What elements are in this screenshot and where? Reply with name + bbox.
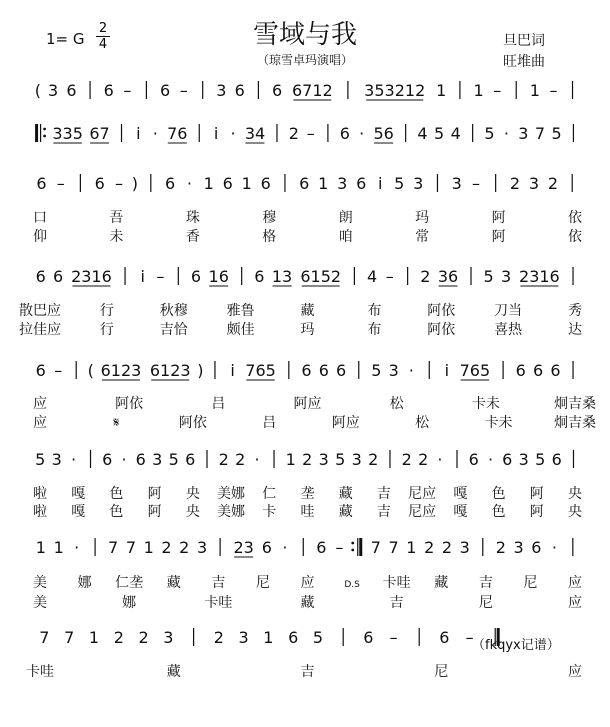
note-group: 6 — [35, 361, 46, 380]
lyric-syllable: 吉 — [478, 575, 493, 591]
lyric-syllable: 阿应 — [331, 415, 360, 431]
lyric-syllable: 吕 — [262, 415, 277, 431]
lyric-syllable: 仁 — [262, 486, 277, 502]
lyric-syllable: 阿 — [491, 229, 506, 245]
note-group: · — [359, 124, 365, 143]
lyric-syllable: 藏 — [300, 595, 315, 611]
lyric-syllable: 拉佳应 — [19, 322, 61, 338]
lyric-syllable: 藏 — [300, 303, 315, 319]
note-group: 6 — [363, 628, 374, 647]
note-group: 34 — [244, 124, 266, 143]
note-group: 3 — [163, 628, 174, 647]
lyric-syllable: 吉 — [211, 575, 226, 591]
note-group: 7 — [388, 538, 399, 557]
note-group: 6 — [550, 361, 561, 380]
system-3 — [33, 174, 582, 245]
note-group: 2 — [368, 450, 379, 469]
note-group: 6 — [468, 450, 479, 469]
note-group: 2 — [424, 538, 435, 557]
note-group: 5 — [535, 450, 546, 469]
note-group: 6 — [439, 628, 450, 647]
lyric-syllable: 色 — [109, 504, 124, 520]
lyric-line-1 — [33, 574, 582, 591]
note-group: 23 — [233, 538, 254, 557]
lyric-syllable: 颇佳 — [226, 322, 255, 338]
note-group: 3 — [500, 267, 512, 286]
lyric-syllable: 松 — [389, 396, 404, 412]
note-group: 1 — [406, 538, 417, 557]
lyric-line-1 — [33, 485, 582, 502]
lyric-syllable: 尼 — [523, 575, 538, 591]
note-group: 6 — [35, 267, 46, 286]
note-group: 5 — [371, 361, 382, 380]
note-group: 6 — [135, 450, 146, 469]
song-title: 雪域与我 — [252, 20, 357, 50]
note-group: – — [114, 174, 123, 193]
lyric-syllable: 阿 — [529, 504, 544, 520]
note-group: 2 — [302, 450, 313, 469]
lyric-syllable: 尼 — [434, 664, 449, 680]
note-group: 3 — [528, 174, 540, 193]
lyric-syllable: 尼应 — [408, 504, 437, 520]
note-group: 3 — [388, 361, 399, 380]
note-group: · — [487, 450, 494, 469]
note-group: 2 — [495, 538, 506, 557]
system-6 — [33, 450, 582, 520]
note-group: 6 — [316, 538, 327, 557]
note-group: 1 — [53, 538, 64, 557]
lyric-syllable: 央 — [185, 486, 200, 502]
lyric-syllable: 尼 — [255, 575, 270, 591]
note-group: – — [123, 81, 132, 100]
note-group: 36 — [437, 267, 459, 286]
note-group: 7 — [64, 628, 75, 647]
note-group: 3 — [337, 174, 348, 193]
lyric-syllable: 美 — [33, 575, 47, 591]
note-group: 1 — [473, 81, 484, 100]
note-group: 6 — [301, 361, 312, 380]
note-group: 7 — [370, 538, 381, 557]
system-7 — [33, 538, 582, 611]
note-group: 1 — [285, 450, 296, 469]
lyric-syllable: 穆 — [262, 210, 277, 226]
note-group: 3 — [216, 81, 227, 100]
lyric-syllable: 应 — [568, 575, 582, 591]
note-group: 6 — [339, 124, 350, 143]
note-group: 7 — [125, 538, 137, 557]
repeat-dot — [351, 549, 354, 552]
note-group: 2 — [179, 538, 190, 557]
lyric-syllable: 阿依 — [427, 322, 456, 338]
note-group: 1 — [263, 628, 274, 647]
lyric-syllable: 藏 — [166, 664, 181, 680]
note-group: 3 — [152, 450, 163, 469]
lyric-syllable: 达 — [568, 322, 582, 338]
lyric-syllable: 行 — [99, 322, 114, 338]
note-group: · — [152, 124, 158, 143]
note-group: 6123 — [149, 361, 191, 380]
note-group: 6 — [260, 174, 271, 193]
lyric-syllable: 阿 — [529, 486, 544, 502]
lyric-line-1 — [26, 663, 582, 680]
note-group: 5 — [434, 124, 445, 143]
lyric-syllable: 哇 — [300, 504, 315, 520]
repeat-dot — [43, 128, 46, 131]
lyric-syllable: 阿 — [147, 486, 162, 502]
note-group: – — [179, 81, 188, 100]
note-group: – — [56, 174, 65, 193]
lyric-syllable: 美娜 — [217, 486, 246, 502]
note-group: – — [156, 267, 165, 286]
note-group: 7 — [108, 538, 119, 557]
note-group: 6 — [185, 450, 196, 469]
lyric-syllable: 仰 — [33, 229, 47, 245]
note-group: · — [282, 538, 288, 557]
note-group: 1 — [35, 538, 46, 557]
note-group: 2 — [213, 628, 224, 647]
note-group: 3 — [459, 538, 470, 557]
note-group: 2 — [441, 538, 453, 557]
note-group: – — [549, 81, 558, 100]
note-group: · — [503, 124, 509, 143]
note-group: i — [444, 361, 450, 380]
note-group: – — [465, 628, 474, 647]
lyric-syllable: 啦 — [33, 486, 47, 502]
lyric-syllable: 应 — [33, 415, 47, 431]
lyric-syllable: 卡未 — [484, 415, 513, 431]
note-group: 2 — [161, 538, 172, 557]
note-group: · — [408, 361, 414, 380]
note-group: – — [385, 267, 394, 286]
lyric-syllable: 娜 — [77, 575, 92, 591]
note-group: 6 — [66, 81, 77, 100]
note-group: – — [389, 628, 398, 647]
note-group: 2 — [418, 450, 429, 469]
lyric-syllable: 央 — [568, 504, 582, 520]
lyric-syllable: 色 — [109, 486, 124, 502]
lyric-syllable: 娜 — [122, 595, 137, 611]
note-group: 3 — [413, 174, 424, 193]
note-group: 3 — [196, 538, 208, 557]
note-group: 6 — [52, 267, 64, 286]
note-group: · — [230, 124, 236, 143]
lyric-syllable: 藏 — [434, 575, 449, 591]
note-group: 6 — [102, 450, 113, 469]
lyric-syllable: 散巴应 — [19, 303, 61, 319]
lyric-syllable: 卡哇 — [204, 595, 233, 611]
lyric-syllable: 朗 — [338, 210, 353, 226]
note-group: 6 — [271, 81, 283, 100]
note-group: 6 — [288, 628, 299, 647]
note-group: 6 — [234, 81, 245, 100]
note-group: i — [136, 124, 141, 143]
note-group: i — [377, 174, 383, 193]
lyric-syllable: 藏 — [338, 486, 353, 502]
lyric-syllable: 喜热 — [494, 322, 523, 338]
lyric-syllable: 啦 — [33, 504, 47, 520]
note-group: 3 — [51, 450, 62, 469]
lyric-syllable: 应 — [568, 664, 582, 680]
note-group: 765 — [459, 361, 491, 380]
lyric-syllable: 吉 — [376, 486, 391, 502]
note-group: · — [186, 174, 192, 193]
note-group: · — [74, 538, 80, 557]
lyric-syllable: 香 — [185, 229, 200, 245]
lyric-syllable: 吉 — [389, 595, 404, 611]
note-group: · — [254, 450, 260, 469]
lyric-syllable: 卡哇 — [382, 575, 411, 591]
note-group: – — [472, 174, 481, 193]
note-group: 6 — [299, 174, 310, 193]
note-group: 6 — [222, 174, 233, 193]
lyric-syllable: 嘎 — [453, 504, 468, 520]
note-group: 6 — [502, 450, 513, 469]
lyric-syllable: 美 — [33, 595, 47, 611]
note-group: 2 — [547, 174, 559, 193]
note-group: 1 — [318, 174, 329, 193]
system-2 — [37, 124, 574, 143]
lyric-syllable: 依 — [568, 229, 582, 245]
note-group: 6 — [531, 538, 542, 557]
lyric-line-2 — [33, 503, 582, 520]
lyric-line-2 — [33, 228, 582, 245]
key-signature: 1= G — [46, 30, 85, 48]
note-group: i — [213, 124, 219, 143]
note-group: 2 — [420, 267, 431, 286]
lyric-syllable: 吉 — [376, 504, 391, 520]
repeat-dot — [351, 542, 354, 545]
lyric-syllable: D.S — [344, 580, 360, 590]
note-group: 2316 — [519, 267, 560, 286]
lyric-syllable: 阿 — [491, 210, 506, 226]
lyric-syllable: 央 — [568, 486, 582, 502]
note-group: i — [140, 267, 145, 286]
lyric-syllable: 口 — [33, 210, 47, 226]
lyric-syllable: 珠 — [185, 210, 200, 226]
note-group: 7 — [534, 124, 546, 143]
note-group: 2 — [218, 450, 229, 469]
note-group: · — [70, 450, 77, 469]
lyric-syllable: 美娜 — [217, 504, 246, 520]
lyric-syllable: 咱 — [338, 229, 353, 245]
lyric-syllable: 卡未 — [471, 396, 500, 412]
note-group: 6 — [190, 267, 202, 286]
lyric-syllable: 依 — [568, 210, 582, 226]
note-group: 5 — [35, 450, 46, 469]
note-group: 3 — [513, 538, 524, 557]
lyric-syllable: 嘎 — [71, 486, 86, 502]
lyric-syllable: 行 — [99, 303, 114, 319]
lyric-syllable: 藏 — [166, 575, 181, 591]
note-group: 5 — [394, 174, 405, 193]
note-group: 76 — [167, 124, 188, 143]
note-group: ) — [131, 174, 139, 193]
note-group: 16 — [208, 267, 229, 286]
note-group: 765 — [245, 361, 276, 380]
note-group: 6 — [165, 174, 176, 193]
note-group: 6712 — [291, 81, 333, 100]
note-group: 1 — [436, 81, 447, 100]
note-group: 6 — [356, 174, 367, 193]
note-group: 6 — [159, 81, 171, 100]
note-group: 3 — [318, 450, 329, 469]
lyric-line-1 — [33, 209, 582, 226]
note-group: 353212 — [364, 81, 426, 100]
lyric-syllable: 阿依 — [427, 303, 456, 319]
note-group: 3 — [238, 628, 249, 647]
system-1 — [35, 81, 573, 100]
lyric-syllable: 应 — [568, 595, 582, 611]
lyric-syllable: 垄 — [300, 486, 315, 502]
note-group: 3 — [47, 81, 59, 100]
lyric-line-2 — [19, 321, 582, 338]
note-group: 2316 — [71, 267, 112, 286]
note-group: 3 — [518, 450, 529, 469]
note-group: 5 — [483, 267, 494, 286]
lyric-syllable: 吾 — [109, 210, 124, 226]
note-group: 56 — [373, 124, 394, 143]
note-group: 3 — [451, 174, 462, 193]
note-group: – — [493, 81, 502, 100]
note-group: 5 — [168, 450, 179, 469]
note-group: 2 — [401, 450, 412, 469]
lyric-syllable: 嘎 — [71, 504, 86, 520]
note-group: 335 — [52, 124, 83, 143]
note-group: 4 — [450, 124, 461, 143]
note-group: 2 — [138, 628, 149, 647]
note-group: 6 — [551, 450, 562, 469]
lyric-syllable: 阿依 — [178, 415, 207, 431]
lyric-syllable: 刀当 — [494, 303, 523, 319]
note-group: 7 — [39, 628, 50, 647]
note-group: 67 — [89, 124, 110, 143]
note-group: ) — [197, 361, 204, 380]
lyric-syllable: 色 — [491, 504, 506, 520]
lyric-syllable: 秀 — [568, 303, 582, 319]
note-group: 2 — [288, 124, 299, 143]
note-group: 6 — [103, 81, 114, 100]
lyric-syllable: 常 — [415, 229, 430, 245]
lyric-line-1 — [33, 395, 596, 412]
lyric-syllable: 藏 — [338, 504, 353, 520]
system-4 — [19, 267, 582, 338]
note-group: 6 — [318, 361, 329, 380]
note-group: – — [54, 361, 63, 380]
lyric-syllable: 阿依 — [115, 396, 144, 412]
lyric-syllable: 吉恰 — [159, 322, 188, 338]
note-group: 6152 — [300, 267, 342, 286]
note-group: 13 — [271, 267, 293, 286]
note-group: 6 — [261, 538, 272, 557]
system-5 — [33, 361, 596, 431]
lyric-line-1 — [19, 302, 582, 319]
note-group: 6 — [532, 361, 544, 380]
note-group: 4 — [366, 267, 378, 286]
lyric-syllable: 尼 — [478, 595, 493, 611]
note-group: 1 — [529, 81, 540, 100]
note-group: 6 — [336, 361, 347, 380]
note-group: 6123 — [100, 361, 142, 380]
note-group: 3 — [518, 124, 529, 143]
note-group: 4 — [417, 124, 428, 143]
note-group: 6 — [515, 361, 526, 380]
meter-top: 2 — [98, 21, 108, 36]
lyric-syllable: 卡 — [262, 504, 277, 520]
lyric-syllable: 格 — [262, 229, 277, 245]
lyric-syllable: 嘎 — [453, 486, 468, 502]
note-group: 5 — [312, 628, 324, 647]
note-group: 1 — [88, 628, 100, 647]
note-group: 1 — [143, 538, 154, 557]
note-group: · — [121, 450, 127, 469]
performer-note: （琼雪卓玛演唱） — [256, 53, 353, 67]
note-group: 6 — [36, 174, 47, 193]
lyric-line-2 — [33, 594, 582, 611]
lyric-syllable: 玛 — [300, 322, 315, 338]
note-group: 5 — [551, 124, 562, 143]
lyric-syllable: 阿 — [147, 504, 162, 520]
lyric-syllable: 央 — [185, 504, 200, 520]
lyric-syllable: 未 — [109, 229, 124, 245]
lyric-syllable: 玛 — [415, 210, 430, 226]
note-group: 6 — [254, 267, 265, 286]
lyric-syllable: 松 — [415, 415, 430, 431]
note-group: 2 — [235, 450, 246, 469]
note-group: 5 — [484, 124, 495, 143]
lyric-syllable: 炯吉桑 — [554, 415, 596, 431]
note-group: 1 — [203, 174, 214, 193]
note-group: 3 — [351, 450, 362, 469]
system-8 — [26, 628, 582, 680]
lyric-syllable: 𝄋 — [113, 415, 120, 431]
lyric-syllable: 卡哇 — [26, 664, 54, 680]
note-group: · — [437, 450, 443, 469]
composer-credit: 旺堆曲 — [503, 54, 545, 70]
note-group: ( — [87, 361, 94, 380]
lyricist-credit: 旦巴词 — [503, 33, 545, 49]
lyric-syllable: 尼应 — [408, 486, 437, 502]
meter-bottom: 4 — [98, 37, 108, 52]
lyric-line-2 — [33, 414, 596, 431]
note-group: 6 — [94, 174, 105, 193]
lyric-syllable: 雅鲁 — [226, 303, 255, 319]
note-group: 1 — [241, 174, 252, 193]
note-group: – — [306, 124, 315, 143]
lyric-syllable: 秋穆 — [159, 303, 188, 319]
note-group: i — [230, 361, 235, 380]
lyric-syllable: 阿应 — [293, 396, 322, 412]
lyric-syllable: 炯吉桑 — [554, 396, 596, 412]
lyric-syllable: 应 — [33, 396, 47, 412]
note-group: 2 — [509, 174, 521, 193]
note-group: 2 — [113, 628, 124, 647]
repeat-dot — [43, 135, 46, 138]
lyric-syllable: 应 — [300, 575, 315, 591]
transcriber-credit: （fkqyx记谱） — [472, 638, 560, 653]
note-group: – — [335, 538, 344, 557]
note-group: ( — [34, 81, 42, 100]
lyric-syllable: 布 — [367, 303, 382, 319]
note-group: 5 — [335, 450, 346, 469]
lyric-syllable: 仁垄 — [115, 575, 144, 591]
lyric-syllable: 色 — [491, 486, 506, 502]
lyric-syllable: 布 — [367, 322, 382, 338]
lyric-syllable: 吉 — [300, 664, 315, 680]
note-group: · — [551, 538, 558, 557]
lyric-syllable: 吕 — [211, 396, 226, 412]
